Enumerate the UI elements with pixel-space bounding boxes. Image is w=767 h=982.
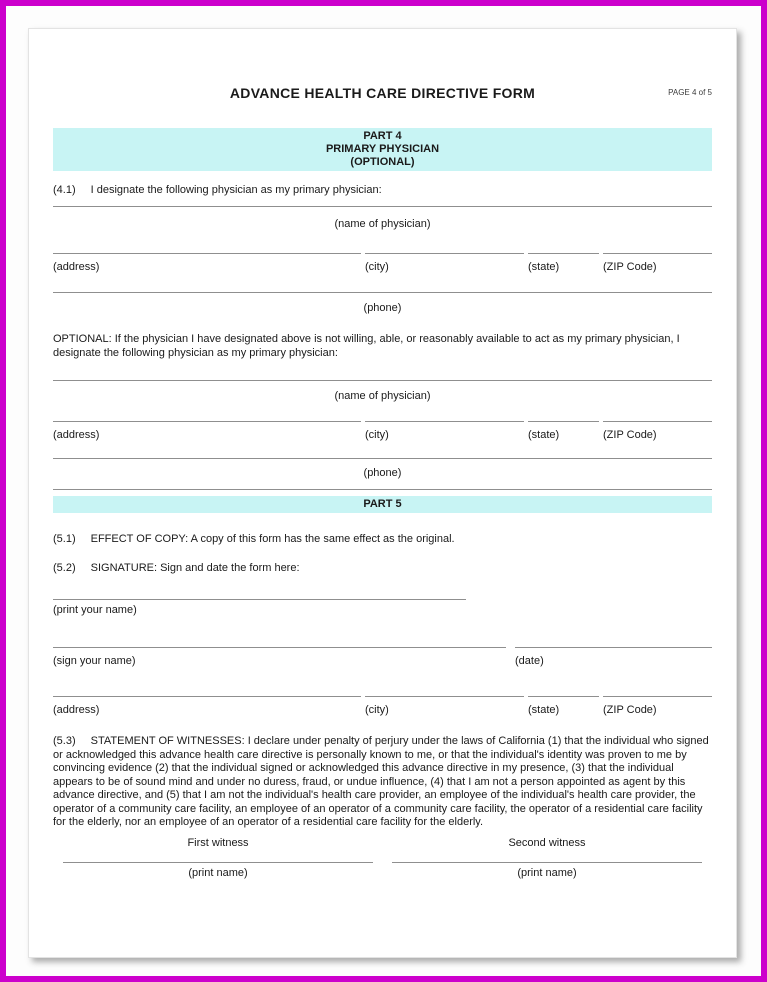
optional-physician-text: OPTIONAL: If the physician I have designated above is not willing, able, or reasonably available to act as my primary physician, I designate the following physician as my primary physician:	[53, 333, 680, 359]
signer-zip-line[interactable]	[603, 696, 712, 697]
second-witness-print-name-line[interactable]	[392, 862, 702, 863]
signer-city-label: (city)	[365, 704, 389, 716]
signer-zip-col	[603, 696, 712, 717]
physician2-address-label: (address)	[53, 429, 100, 441]
physician2-address-line[interactable]	[53, 421, 361, 422]
physician1-zip-col	[603, 253, 712, 274]
first-witness-print-name-line[interactable]	[63, 862, 373, 863]
physician2-city-line[interactable]	[365, 421, 524, 422]
physician2-zip-line[interactable]	[603, 421, 712, 422]
signature-row	[53, 647, 712, 668]
second-witness-print-name-label: (print name)	[517, 866, 577, 879]
physician1-address-col	[53, 253, 361, 274]
date-col	[515, 647, 712, 668]
physician2-city-label: (city)	[365, 429, 389, 441]
second-witness-label: Second witness	[508, 836, 586, 849]
print-your-name-label: (print your name)	[53, 604, 137, 616]
form-page	[28, 28, 737, 958]
physician1-name-label: (name of physician)	[334, 218, 431, 230]
physician2-city-col	[365, 421, 524, 442]
date-label: (date)	[515, 655, 544, 667]
physician1-state-label: (state)	[528, 261, 560, 273]
item-5-2	[53, 562, 712, 575]
print-your-name-line[interactable]	[53, 599, 466, 600]
part4-header-band	[53, 128, 712, 171]
first-witness-label: First witness	[187, 836, 249, 849]
sign-your-name-line[interactable]	[53, 647, 506, 648]
item-5-2-text: SIGNATURE: Sign and date the form here:	[90, 562, 300, 574]
physician1-state-line[interactable]	[528, 253, 599, 254]
part5-header-band	[53, 496, 712, 513]
signer-state-line[interactable]	[528, 696, 599, 697]
item-5-2-number: (5.2)	[53, 562, 76, 574]
physician2-state-label: (state)	[528, 429, 560, 441]
signer-city-col	[365, 696, 524, 717]
signer-zip-label: (ZIP Code)	[603, 704, 657, 716]
physician2-phone-line[interactable]	[53, 458, 712, 459]
physician2-address-col	[53, 421, 361, 442]
form-header	[53, 85, 712, 102]
physician1-phone-label: (phone)	[363, 302, 402, 314]
physician2-state-line[interactable]	[528, 421, 599, 422]
signer-address-label: (address)	[53, 704, 100, 716]
sign-your-name-label: (sign your name)	[53, 655, 136, 667]
part4-header-title: PART 4	[363, 130, 402, 142]
physician2-address-row	[53, 421, 712, 442]
part4-header-subtitle: PRIMARY PHYSICIAN	[325, 143, 440, 155]
physician2-name-label: (name of physician)	[334, 390, 431, 402]
sign-your-name-col	[53, 647, 506, 668]
signer-state-label: (state)	[528, 704, 560, 716]
physician1-address-label: (address)	[53, 261, 100, 273]
item-4-1-text: I designate the following physician as my primary physician:	[90, 184, 382, 196]
item-5-1-text: EFFECT OF COPY: A copy of this form has the same effect as the original.	[90, 533, 455, 545]
physician1-zip-label: (ZIP Code)	[603, 261, 657, 273]
first-witness-col	[63, 837, 373, 880]
signer-address-line[interactable]	[53, 696, 361, 697]
physician2-name-line[interactable]	[53, 380, 712, 381]
physician1-address-line[interactable]	[53, 253, 361, 254]
physician1-city-label: (city)	[365, 261, 389, 273]
signer-state-col	[528, 696, 599, 717]
item-5-1	[53, 533, 712, 546]
signer-city-line[interactable]	[365, 696, 524, 697]
item-5-3-number: (5.3)	[53, 735, 76, 747]
form-title: ADVANCE HEALTH CARE DIRECTIVE FORM	[229, 85, 536, 101]
physician2-zip-col	[603, 421, 712, 442]
physician1-state-col	[528, 253, 599, 274]
part5-header-title: PART 5	[363, 498, 402, 510]
item-5-3	[53, 735, 712, 830]
witness-row	[53, 837, 712, 880]
physician1-zip-line[interactable]	[603, 253, 712, 254]
physician1-city-col	[365, 253, 524, 274]
signer-address-row	[53, 696, 712, 717]
part4-header-optional: (OPTIONAL)	[350, 156, 415, 168]
item-4-1-number: (4.1)	[53, 184, 76, 196]
date-line[interactable]	[515, 647, 712, 648]
second-witness-col	[392, 837, 702, 880]
physician1-phone-line[interactable]	[53, 292, 712, 293]
physician1-city-line[interactable]	[365, 253, 524, 254]
page-indicator: PAGE 4 of 5	[668, 88, 712, 97]
signer-address-col	[53, 696, 361, 717]
part5-top-divider	[53, 489, 712, 490]
item-5-3-text: STATEMENT OF WITNESSES: I declare under penalty of perjury under the laws of California (1) that the individual who signed or acknowledged this advance health care directive is personally known to me, or that the individual's identity was proven to me by convincing evidence (2) that the individual signed or acknowledged this advance directive in my presence, (3) that the individual appears to be of sound mind and under no duress, fraud, or undue influence, (4) that I am not a person appointed as agent by this advance directive, and (5) that I am not the individual's health care provider, an employee of the individual's health care provider, the operator of a community care facility, an employee of an operator of a community care facility, the operator of a residential care facility for the elderly, nor an employee of an operator of a residential care facility for the elderly.	[53, 735, 709, 828]
physician2-phone-label: (phone)	[363, 467, 402, 479]
physician2-state-col	[528, 421, 599, 442]
physician1-name-line[interactable]	[53, 206, 712, 207]
first-witness-print-name-label: (print name)	[188, 866, 248, 879]
physician1-address-row	[53, 253, 712, 274]
physician2-zip-label: (ZIP Code)	[603, 429, 657, 441]
item-4-1	[53, 184, 712, 197]
item-5-1-number: (5.1)	[53, 533, 76, 545]
